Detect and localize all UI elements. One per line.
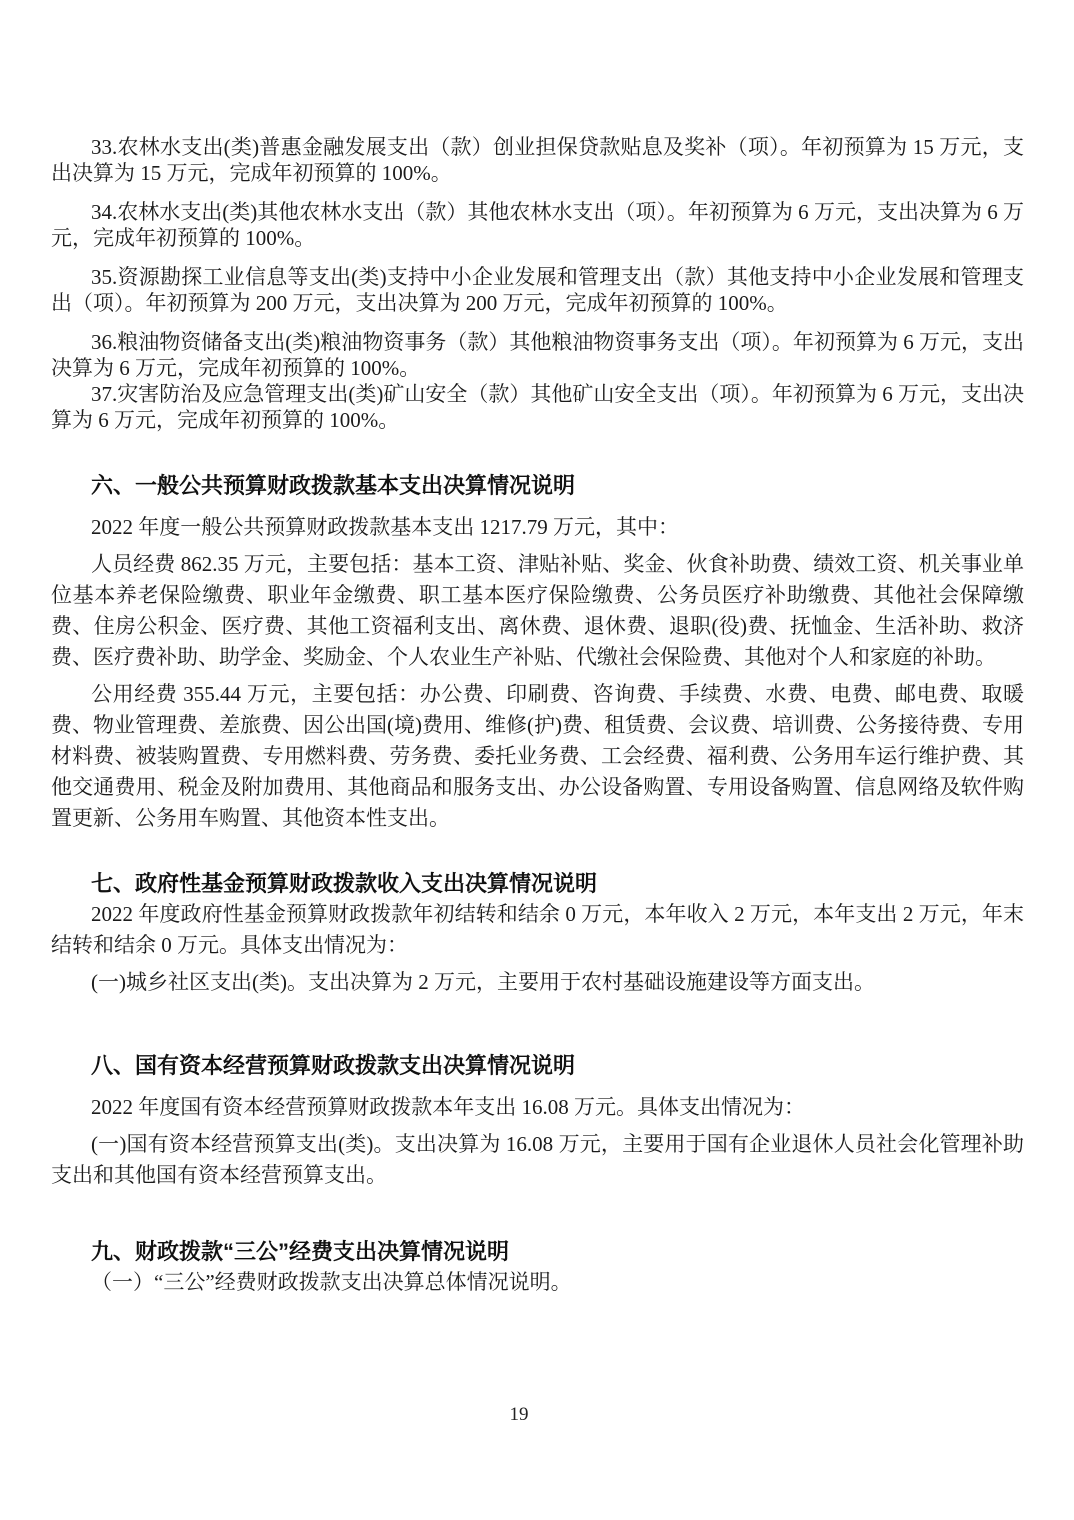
paragraph-35: 35.资源勘探工业信息等支出(类)支持中小企业发展和管理支出（款）其他支持中小企业发展和管理支出（项）。年初预算为 200 万元，支出决算为 200 万元，完成年初预算的 100%。 [51,265,1024,315]
page-number: 19 [509,1404,529,1425]
section-7-paragraph-1: 2022 年度政府性基金预算财政拨款年初结转和结余 0 万元，本年收入 2 万元，本年支出 2 万元，年末结转和结余 0 万元。具体支出情况为： [51,902,1024,957]
section-heading-7: 七、政府性基金预算财政拨款收入支出决算情况说明 [91,871,598,896]
section-6-paragraph-3: 公用经费 355.44 万元，主要包括：办公费、印刷费、咨询费、手续费、水费、电费、邮电费、取暖费、物业管理费、差旅费、因公出国(境)费用、维修(护)费、租赁费、会议费、培训费、公务接待费、专用材料费、被装购置费、专用燃料费、劳务费、委托业务费、工会经费、福利费、公务用车运行维护费、其他交通费用、税金及附加费用、其他商品和服务支出、办公设备购置、专用设备购置、信息网络及软件购置更新、公务用车购置、其他资本性支出。 [51,682,1024,830]
section-8-paragraph-2: (一)国有资本经营预算支出(类)。支出决算为 16.08 万元，主要用于国有企业退休人员社会化管理补助支出和其他国有资本经营预算支出。 [51,1132,1024,1187]
section-6-paragraph-2: 人员经费 862.35 万元，主要包括：基本工资、津贴补贴、奖金、伙食补助费、绩效工资、机关事业单位基本养老保险缴费、职业年金缴费、职工基本医疗保险缴费、公务员医疗补助缴费、其他社会保障缴费、住房公积金、医疗费、其他工资福利支出、离休费、退休费、退职(役)费、抚恤金、生活补助、救济费、医疗费补助、助学金、奖励金、个人农业生产补贴、代缴社会保险费、其他对个人和家庭的补助。 [51,552,1024,669]
section-6-paragraph-1: 2022 年度一般公共预算财政拨款基本支出 1217.79 万元，其中： [91,515,679,539]
section-9-paragraph-1: （一）“三公”经费财政拨款支出决算总体情况说明。 [91,1270,572,1294]
section-heading-9: 九、财政拨款“三公”经费支出决算情况说明 [91,1239,510,1264]
paragraph-37: 37.灾害防治及应急管理支出(类)矿山安全（款）其他矿山安全支出（项）。年初预算为 6 万元，支出决算为 6 万元，完成年初预算的 100%。 [51,382,1024,432]
section-heading-6: 六、一般公共预算财政拨款基本支出决算情况说明 [91,473,576,498]
document-body [51,134,1024,1304]
paragraph-34: 34.农林水支出(类)其他农林水支出（款）其他农林水支出（项）。年初预算为 6 万元，支出决算为 6 万元，完成年初预算的 100%。 [51,200,1024,250]
section-heading-8: 八、国有资本经营预算财政拨款支出决算情况说明 [91,1053,576,1078]
paragraph-36: 36.粮油物资储备支出(类)粮油物资事务（款）其他粮油物资事务支出（项）。年初预算为 6 万元，支出决算为 6 万元，完成年初预算的 100%。 [51,330,1024,380]
section-8-paragraph-1: 2022 年度国有资本经营预算财政拨款本年支出 16.08 万元。具体支出情况为： [91,1095,805,1119]
section-7-paragraph-2: (一)城乡社区支出(类)。支出决算为 2 万元，主要用于农村基础设施建设等方面支出。 [91,970,875,994]
paragraph-33: 33.农林水支出(类)普惠金融发展支出（款）创业担保贷款贴息及奖补（项）。年初预算为 15 万元，支出决算为 15 万元，完成年初预算的 100%。 [51,135,1024,185]
